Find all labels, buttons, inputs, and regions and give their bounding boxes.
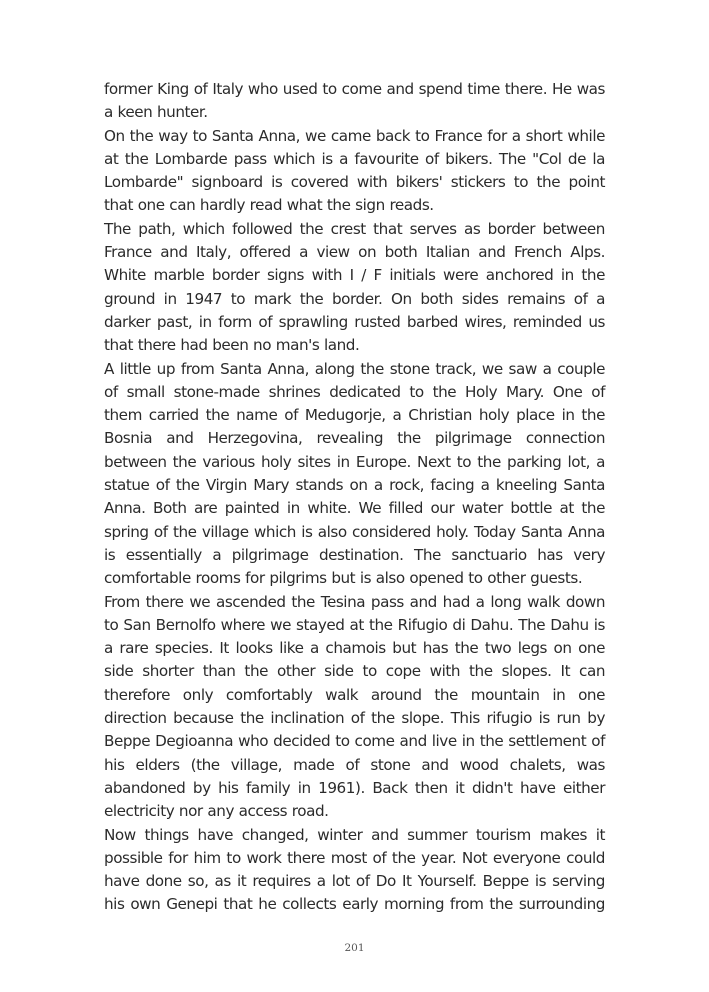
paragraph-4: A little up from Santa Anna, along the stone track, we saw a couple of small stone-made shrines dedicated to the Holy Mary. One of them carried the name of Medugorje, a Christian holy place in the Bosnia and Herzegovina, revealing the pilgrimage connection between the various holy sites in Europe. Next to the parking lot, a statue of the Virgin Mary stands on a rock, facing a kneeling Santa Anna. Both are painted in white. We filled our water bottle at the spring of the village which is also considered holy. Today Santa Anna is essentially a pilgrimage destination. The sanctuario has very comfortable rooms for pilgrims but is also opened to other guests. <box>104 359 605 588</box>
page-number: 201 <box>344 942 365 954</box>
paragraph-5: From there we ascended the Tesina pass and had a long walk down to San Bernolfo where we stayed at the Rifugio di Dahu. The Dahu is a rare species. It looks like a chamois but has the two legs on one side shorter than the other side to cope with the slopes. It can therefore only comfortably walk around the mountain in one direction because the inclination of the slope. This rifugio is run by Beppe Degioanna who decided to come and live in the settlement of his elders (the village, made of stone and wood chalets, was abandoned by his family in 1961). Back then it didn't have either electricity nor any access road. <box>104 592 605 821</box>
paragraph-3: The path, which followed the crest that serves as border between France and Italy, offered a view on both Italian and French Alps. White marble border signs with I / F initials were anchored in the ground in 1947 to mark the border. On both sides remains of a darker past, in form of sprawling rusted barbed wires, reminded us that there had been no man's land. <box>104 219 605 355</box>
page-body <box>104 78 605 917</box>
paragraph-1: former King of Italy who used to come and spend time there. He was a keen hunter. <box>104 80 605 122</box>
paragraph-6: Now things have changed, winter and summer tourism makes it possible for him to work there most of the year. Not everyone could have done so, as it requires a lot of Do It Yourself. Beppe is serving his own Genepi that he collects early morning from the surrounding <box>104 825 605 914</box>
paragraph-2: On the way to Santa Anna, we came back to France for a short while at the Lombarde pass which is a favourite of bikers. The "Col de la Lombarde" signboard is covered with bikers' stickers to the point that one can hardly read what the sign reads. <box>104 126 605 215</box>
